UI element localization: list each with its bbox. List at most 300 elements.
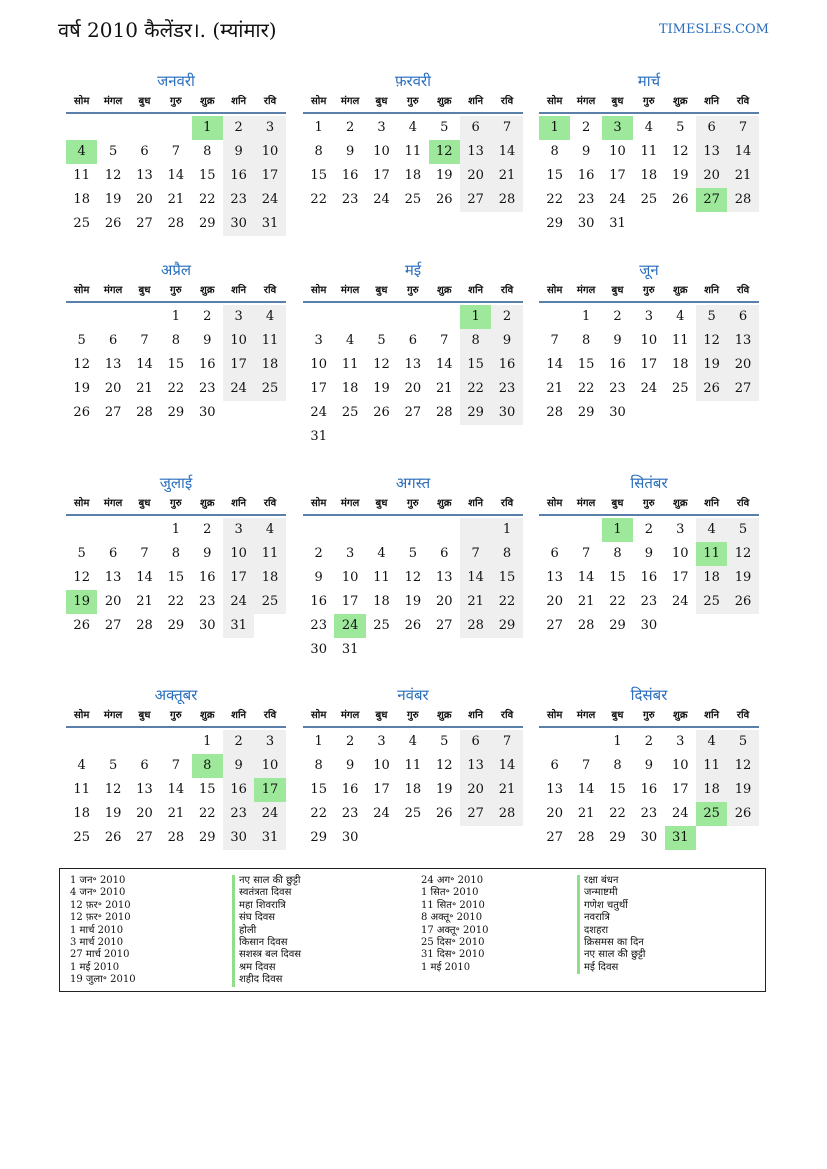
day-cell: 18 — [404, 168, 422, 183]
weekday-label: बुध — [375, 96, 388, 107]
holiday-date: 1 जन॰ 2010 — [70, 875, 126, 886]
day-cell: 5 — [108, 758, 118, 773]
day-cell: 30 — [609, 405, 626, 420]
day-cell: 9 — [203, 546, 212, 561]
month-7 — [66, 472, 286, 638]
empty-day-cell — [429, 518, 460, 542]
day-cell: 29 — [167, 618, 185, 633]
day-cell: 30 — [640, 618, 658, 633]
holiday-date: 12 फ़र॰ 2010 — [70, 899, 131, 911]
day-cell: 20 — [460, 778, 491, 802]
holiday-day-cell: 12 — [429, 140, 460, 164]
day-cell: 20 — [696, 164, 727, 188]
day-cell: 10 — [254, 754, 285, 778]
month-title: जुलाई — [159, 474, 193, 492]
day-cell: 8 — [613, 758, 622, 773]
day-cell: 23 — [198, 381, 216, 396]
day-cell: 19 — [696, 353, 727, 377]
day-cell: 8 — [460, 329, 491, 353]
day-cell: 31 — [254, 212, 285, 236]
day-cell: 17 — [254, 164, 285, 188]
weekday-header — [539, 706, 759, 728]
empty-day-cell — [97, 518, 128, 542]
day-cell: 10 — [341, 570, 359, 585]
day-cell: 3 — [223, 518, 254, 542]
holiday-dates-col-1 — [70, 875, 136, 987]
weekday-label: शनि — [231, 96, 247, 107]
day-cell: 3 — [345, 546, 355, 561]
day-cell: 14 — [546, 357, 563, 372]
holiday-name: मई दिवस — [577, 962, 646, 974]
holiday-date: 11 सित॰ 2010 — [421, 899, 485, 911]
day-cell: 5 — [408, 546, 417, 561]
day-cell: 29 — [198, 830, 216, 845]
day-cell: 12 — [696, 329, 727, 353]
month-12 — [539, 684, 759, 850]
day-cell: 4 — [696, 518, 727, 542]
day-cell: 17 — [223, 566, 254, 590]
day-cell: 8 — [581, 333, 591, 348]
month-title: जनवरी — [157, 72, 195, 90]
days-grid — [66, 305, 286, 425]
day-cell: 15 — [310, 782, 327, 797]
day-cell: 3 — [377, 120, 386, 135]
day-cell: 24 — [609, 192, 626, 207]
weekday-label: सोम — [311, 710, 327, 721]
day-cell: 16 — [198, 570, 216, 585]
day-cell: 22 — [198, 192, 216, 207]
holiday-day-cell: 4 — [66, 140, 97, 164]
weekday-label: शुक्र — [673, 96, 688, 107]
day-cell: 16 — [341, 168, 359, 183]
weekday-label: सोम — [547, 285, 563, 296]
day-cell: 21 — [435, 381, 453, 396]
day-cell: 14 — [577, 570, 595, 585]
holiday-day-cell: 1 — [602, 518, 633, 542]
day-cell: 18 — [671, 357, 689, 372]
day-cell: 8 — [314, 758, 323, 773]
day-cell: 7 — [171, 144, 180, 159]
day-cell: 9 — [491, 329, 522, 353]
day-cell: 5 — [77, 546, 86, 561]
weekday-header — [303, 281, 523, 303]
holiday-name: गणेश चतुर्थी — [577, 900, 646, 912]
day-cell: 11 — [73, 782, 90, 797]
weekday-label: रवि — [500, 498, 514, 509]
day-cell: 25 — [341, 405, 359, 420]
weekday-label: गुरु — [643, 710, 655, 721]
day-cell: 25 — [640, 192, 658, 207]
day-cell: 7 — [550, 333, 559, 348]
day-cell: 31 — [254, 826, 285, 850]
empty-day-cell — [334, 518, 365, 542]
day-cell: 19 — [373, 381, 390, 396]
days-grid — [539, 730, 759, 850]
day-cell: 12 — [727, 542, 758, 566]
day-cell: 7 — [491, 730, 522, 754]
holiday-date: 3 मार्च 2010 — [70, 937, 124, 949]
empty-day-cell — [129, 305, 160, 329]
day-cell: 25 — [254, 377, 285, 401]
day-cell: 4 — [408, 734, 417, 749]
weekday-label: सोम — [74, 96, 90, 107]
day-cell: 18 — [254, 353, 285, 377]
weekday-label: मंगल — [576, 710, 596, 721]
weekday-label: शनि — [468, 96, 484, 107]
day-cell: 7 — [440, 333, 449, 348]
day-cell: 6 — [727, 305, 758, 329]
day-cell: 28 — [460, 614, 491, 638]
empty-day-cell — [97, 116, 128, 140]
day-cell: 10 — [609, 144, 626, 159]
day-cell: 29 — [609, 830, 626, 845]
holiday-names-col-1 — [232, 875, 301, 987]
day-cell: 30 — [577, 216, 595, 231]
day-cell: 31 — [609, 216, 626, 231]
weekday-label: गुरु — [407, 710, 419, 721]
weekday-header — [66, 706, 286, 728]
weekday-label: शनि — [468, 285, 484, 296]
day-cell: 21 — [577, 594, 595, 609]
weekday-label: मंगल — [576, 498, 596, 509]
day-cell: 13 — [136, 168, 153, 183]
day-cell: 14 — [460, 566, 491, 590]
day-cell: 6 — [460, 730, 491, 754]
day-cell: 22 — [310, 192, 327, 207]
day-cell: 9 — [581, 144, 591, 159]
month-2 — [303, 70, 523, 212]
weekday-header — [66, 92, 286, 114]
weekday-label: सोम — [74, 710, 90, 721]
day-cell: 14 — [491, 754, 522, 778]
weekday-label: मंगल — [576, 96, 596, 107]
day-cell: 5 — [377, 333, 386, 348]
day-cell: 15 — [577, 357, 595, 372]
day-cell: 17 — [609, 168, 626, 183]
holiday-date: 1 मार्च 2010 — [70, 924, 124, 936]
day-cell: 1 — [314, 734, 323, 749]
empty-day-cell — [570, 518, 601, 542]
day-cell: 9 — [345, 758, 355, 773]
day-cell: 4 — [644, 120, 653, 135]
day-cell: 6 — [550, 546, 559, 561]
month-8 — [303, 472, 523, 662]
day-cell: 1 — [581, 309, 591, 324]
day-cell: 26 — [73, 405, 90, 420]
day-cell: 15 — [310, 168, 327, 183]
day-cell: 19 — [73, 381, 90, 396]
day-cell: 14 — [167, 168, 185, 183]
day-cell: 19 — [671, 168, 689, 183]
day-cell: 8 — [314, 144, 323, 159]
day-cell: 17 — [671, 570, 689, 585]
day-cell: 31 — [223, 614, 254, 638]
weekday-header — [539, 281, 759, 303]
day-cell: 21 — [167, 806, 185, 821]
day-cell: 1 — [203, 734, 212, 749]
holiday-day-cell: 1 — [192, 116, 223, 140]
day-cell: 6 — [440, 546, 449, 561]
day-cell: 28 — [577, 618, 595, 633]
day-cell: 24 — [671, 806, 689, 821]
empty-day-cell — [66, 518, 97, 542]
day-cell: 17 — [373, 168, 390, 183]
day-cell: 1 — [613, 734, 622, 749]
month-10 — [66, 684, 286, 850]
holidays-list — [59, 868, 766, 992]
day-cell: 16 — [223, 778, 254, 802]
day-cell: 14 — [577, 782, 595, 797]
weekday-label: गुरु — [643, 96, 655, 107]
day-cell: 27 — [104, 405, 122, 420]
empty-day-cell — [303, 305, 334, 329]
day-cell: 9 — [613, 333, 622, 348]
day-cell: 18 — [404, 782, 422, 797]
day-cell: 20 — [404, 381, 422, 396]
holiday-name: क्रिसमस का दिन — [577, 937, 646, 949]
empty-day-cell — [397, 518, 428, 542]
empty-day-cell — [129, 730, 160, 754]
day-cell: 17 — [223, 353, 254, 377]
empty-day-cell — [570, 730, 601, 754]
day-cell: 2 — [345, 120, 355, 135]
holiday-date: 24 अग॰ 2010 — [421, 875, 484, 886]
weekday-label: सोम — [74, 498, 90, 509]
day-cell: 2 — [203, 309, 212, 324]
day-cell: 12 — [104, 168, 122, 183]
day-cell: 10 — [671, 758, 689, 773]
day-cell: 4 — [676, 309, 685, 324]
day-cell: 2 — [581, 120, 591, 135]
day-cell: 27 — [546, 830, 563, 845]
day-cell: 22 — [167, 594, 185, 609]
day-cell: 8 — [613, 546, 622, 561]
day-cell: 7 — [491, 116, 522, 140]
day-cell: 30 — [341, 830, 359, 845]
day-cell: 11 — [404, 758, 422, 773]
month-title: अगस्त — [395, 474, 431, 492]
days-grid — [303, 305, 523, 449]
day-cell: 29 — [546, 216, 563, 231]
day-cell: 9 — [223, 754, 254, 778]
day-cell: 14 — [136, 570, 153, 585]
day-cell: 25 — [254, 590, 285, 614]
weekday-label: शुक्र — [437, 285, 452, 296]
day-cell: 27 — [136, 830, 153, 845]
day-cell: 13 — [104, 357, 122, 372]
weekday-label: गुरु — [643, 285, 655, 296]
days-grid — [539, 305, 759, 425]
day-cell: 20 — [104, 381, 122, 396]
day-cell: 9 — [644, 758, 653, 773]
weekday-label: गुरु — [407, 498, 419, 509]
day-cell: 31 — [310, 429, 327, 444]
weekday-label: सोम — [547, 710, 563, 721]
weekday-label: सोम — [311, 96, 327, 107]
day-cell: 2 — [203, 522, 212, 537]
empty-day-cell — [66, 305, 97, 329]
weekday-label: बुध — [138, 498, 151, 509]
day-cell: 18 — [341, 381, 359, 396]
day-cell: 29 — [310, 830, 327, 845]
day-cell: 16 — [609, 357, 626, 372]
day-cell: 4 — [77, 758, 86, 773]
weekday-label: गुरु — [643, 498, 655, 509]
day-cell: 18 — [73, 806, 90, 821]
weekday-label: रवि — [500, 285, 514, 296]
day-cell: 24 — [223, 590, 254, 614]
day-cell: 19 — [104, 192, 122, 207]
days-grid — [303, 730, 523, 850]
day-cell: 21 — [546, 381, 563, 396]
day-cell: 11 — [254, 542, 285, 566]
weekday-label: गुरु — [170, 710, 182, 721]
day-cell: 19 — [727, 566, 758, 590]
day-cell: 7 — [140, 546, 149, 561]
day-cell: 26 — [727, 802, 758, 826]
empty-day-cell — [397, 305, 428, 329]
day-cell: 12 — [73, 570, 90, 585]
weekday-label: सोम — [74, 285, 90, 296]
weekday-label: शुक्र — [673, 710, 688, 721]
day-cell: 4 — [696, 730, 727, 754]
weekday-label: रवि — [263, 710, 277, 721]
holiday-date: 25 दिस॰ 2010 — [421, 937, 485, 949]
weekday-label: गुरु — [170, 498, 182, 509]
day-cell: 11 — [640, 144, 658, 159]
day-cell: 20 — [136, 192, 153, 207]
day-cell: 28 — [546, 405, 563, 420]
day-cell: 29 — [609, 618, 626, 633]
holiday-day-cell: 3 — [602, 116, 633, 140]
day-cell: 15 — [609, 570, 626, 585]
day-cell: 28 — [577, 830, 595, 845]
weekday-label: शुक्र — [437, 710, 452, 721]
weekday-label: बुध — [138, 96, 151, 107]
holiday-date: 19 जुला॰ 2010 — [70, 974, 136, 986]
day-cell: 23 — [491, 377, 522, 401]
day-cell: 6 — [460, 116, 491, 140]
day-cell: 22 — [609, 806, 626, 821]
day-cell: 16 — [577, 168, 595, 183]
day-cell: 27 — [460, 188, 491, 212]
day-cell: 28 — [136, 618, 153, 633]
day-cell: 29 — [460, 401, 491, 425]
day-cell: 22 — [577, 381, 595, 396]
weekday-label: मंगल — [103, 96, 123, 107]
empty-day-cell — [66, 730, 97, 754]
day-cell: 25 — [671, 381, 689, 396]
site-link[interactable]: TIMESLES.COM — [658, 22, 769, 37]
empty-day-cell — [303, 518, 334, 542]
holiday-name: नए साल की छुट्टी — [232, 875, 301, 887]
day-cell: 13 — [104, 570, 122, 585]
day-cell: 23 — [198, 594, 216, 609]
day-cell: 30 — [640, 830, 658, 845]
days-grid — [66, 116, 286, 236]
day-cell: 18 — [696, 566, 727, 590]
day-cell: 26 — [373, 405, 390, 420]
month-title: अक्तूबर — [154, 686, 198, 704]
day-cell: 16 — [640, 570, 658, 585]
day-cell: 3 — [676, 522, 685, 537]
day-cell: 15 — [198, 782, 216, 797]
day-cell: 13 — [546, 570, 563, 585]
day-cell: 11 — [254, 329, 285, 353]
month-title: सितंबर — [630, 474, 668, 492]
empty-day-cell — [366, 305, 397, 329]
weekday-header — [303, 494, 523, 516]
day-cell: 29 — [491, 614, 522, 638]
day-cell: 11 — [341, 357, 359, 372]
day-cell: 29 — [167, 405, 185, 420]
day-cell: 20 — [460, 164, 491, 188]
month-title: फ़रवरी — [394, 72, 432, 90]
weekday-label: गुरु — [170, 285, 182, 296]
holiday-day-cell: 24 — [334, 614, 365, 638]
day-cell: 12 — [435, 758, 453, 773]
day-cell: 23 — [223, 188, 254, 212]
day-cell: 4 — [408, 120, 417, 135]
holiday-name: होली — [232, 925, 301, 937]
day-cell: 24 — [310, 405, 327, 420]
day-cell: 2 — [491, 305, 522, 329]
day-cell: 8 — [491, 542, 522, 566]
day-cell: 18 — [254, 566, 285, 590]
day-cell: 20 — [136, 806, 153, 821]
day-cell: 9 — [203, 333, 212, 348]
empty-day-cell — [366, 518, 397, 542]
day-cell: 5 — [696, 305, 727, 329]
day-cell: 30 — [223, 212, 254, 236]
day-cell: 17 — [310, 381, 327, 396]
month-title: नवंबर — [397, 686, 429, 704]
day-cell: 27 — [435, 618, 453, 633]
day-cell: 12 — [104, 782, 122, 797]
weekday-label: शनि — [231, 498, 247, 509]
day-cell: 13 — [136, 782, 153, 797]
month-5 — [303, 259, 523, 449]
day-cell: 3 — [314, 333, 323, 348]
day-cell: 13 — [435, 570, 453, 585]
weekday-header — [539, 92, 759, 114]
weekday-label: मंगल — [340, 285, 360, 296]
day-cell: 27 — [727, 377, 758, 401]
day-cell: 18 — [373, 594, 390, 609]
weekday-label: शनि — [231, 710, 247, 721]
day-cell: 15 — [167, 570, 185, 585]
holiday-date: 31 दिस॰ 2010 — [421, 949, 485, 961]
holiday-day-cell: 8 — [192, 754, 223, 778]
day-cell: 5 — [727, 730, 758, 754]
month-title: दिसंबर — [630, 686, 668, 704]
weekday-label: मंगल — [103, 710, 123, 721]
day-cell: 19 — [435, 168, 453, 183]
day-cell: 23 — [640, 806, 658, 821]
day-cell: 29 — [198, 216, 216, 231]
day-cell: 11 — [373, 570, 390, 585]
day-cell: 2 — [644, 734, 653, 749]
day-cell: 9 — [314, 570, 323, 585]
weekday-label: बुध — [138, 710, 151, 721]
weekday-label: शनि — [704, 285, 720, 296]
day-cell: 10 — [671, 546, 689, 561]
month-title: जून — [639, 261, 659, 279]
day-cell: 12 — [671, 144, 689, 159]
day-cell: 27 — [104, 618, 122, 633]
day-cell: 4 — [254, 518, 285, 542]
weekday-label: शनि — [704, 498, 720, 509]
